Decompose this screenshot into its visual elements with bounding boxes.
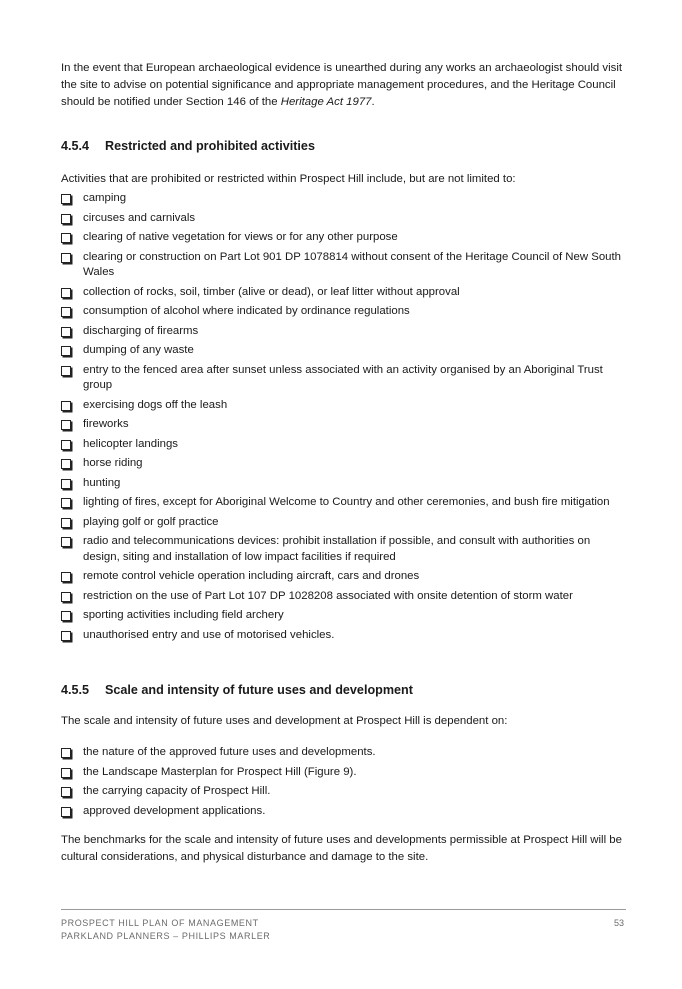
- list-item: [61, 804, 626, 820]
- checkbox-bullet-icon: [61, 401, 71, 411]
- list-item: [61, 608, 626, 624]
- scale-dependencies-list: [61, 745, 626, 823]
- checkbox-bullet-icon: [61, 768, 71, 778]
- list-item-text: the carrying capacity of Prospect Hill.: [83, 785, 271, 797]
- checkbox-bullet-icon: [61, 611, 71, 621]
- list-item: [61, 515, 626, 531]
- list-item: [61, 304, 626, 320]
- list-item-text: horse riding: [83, 457, 143, 469]
- list-item: [61, 534, 626, 565]
- list-item-text: hunting: [83, 476, 121, 489]
- checkbox-bullet-icon: [61, 346, 71, 356]
- list-item: [61, 191, 626, 207]
- page-number: 53: [613, 918, 624, 928]
- list-item-text: clearing of native vegetation for views or for any other purpose: [83, 231, 398, 243]
- checkbox-bullet-icon: [61, 479, 71, 489]
- list-item: [61, 398, 626, 414]
- section-455-closing: The benchmarks for the scale and intensity of future uses and developments permissible at Prospect Hill will be cultural considerations, and physical disturbance and damage to the site.: [61, 834, 622, 863]
- checkbox-bullet-icon: [61, 807, 71, 817]
- list-item: [61, 343, 626, 359]
- list-item: [61, 476, 626, 492]
- list-item-text: discharging of firearms: [83, 324, 199, 337]
- list-item: [61, 569, 626, 585]
- list-item-text: helicopter landings: [83, 437, 178, 450]
- checkbox-bullet-icon: [61, 748, 71, 758]
- list-item-text: the nature of the approved future uses and developments.: [83, 746, 376, 758]
- heritage-act-reference: Heritage Act 1977: [280, 96, 372, 108]
- list-item: [61, 784, 626, 800]
- checkbox-bullet-icon: [61, 518, 71, 528]
- checkbox-bullet-icon: [61, 631, 71, 641]
- list-item-text: the Landscape Masterplan for Prospect Hill (Figure 9).: [83, 765, 357, 778]
- intro-text: In the event that European archaeological evidence is unearthed during any works an archaeologist should visit the site to advise on potential significance and appropriate management procedures, and the Heritage Council should be notified under Section 146 of the: [61, 62, 623, 108]
- list-item: [61, 417, 626, 433]
- list-item-text: clearing or construction on Part Lot 901 DP 1078814 without consent of the Heritage Council of New South Wales: [83, 250, 622, 278]
- section-455-lead: The scale and intensity of future uses and development at Prospect Hill is dependent on:: [61, 715, 508, 727]
- checkbox-bullet-icon: [61, 307, 71, 317]
- list-item-text: restriction on the use of Part Lot 107 DP 1028208 associated with onsite detention of storm water: [83, 589, 573, 602]
- list-item: [61, 495, 626, 511]
- checkbox-bullet-icon: [61, 537, 71, 547]
- list-item-text: dumping of any waste: [83, 344, 194, 356]
- section-455-heading: [61, 683, 413, 697]
- list-item: [61, 285, 626, 301]
- list-item: [61, 437, 626, 453]
- list-item: [61, 250, 626, 281]
- checkbox-bullet-icon: [61, 787, 71, 797]
- prohibited-activities-list: [61, 191, 626, 647]
- checkbox-bullet-icon: [61, 572, 71, 582]
- list-item: [61, 765, 626, 781]
- checkbox-bullet-icon: [61, 366, 71, 376]
- list-item-text: exercising dogs off the leash: [83, 398, 228, 411]
- checkbox-bullet-icon: [61, 233, 71, 243]
- section-number: 4.5.5: [61, 683, 90, 697]
- checkbox-bullet-icon: [61, 498, 71, 508]
- list-item: [61, 456, 626, 472]
- list-item: [61, 211, 626, 227]
- checkbox-bullet-icon: [61, 214, 71, 224]
- checkbox-bullet-icon: [61, 253, 71, 263]
- checkbox-bullet-icon: [61, 288, 71, 298]
- list-item-text: circuses and carnivals: [83, 211, 196, 224]
- footer-document-title: PROSPECT HILL PLAN OF MANAGEMENT: [61, 918, 259, 928]
- list-item-text: radio and telecommunications devices: prohibit installation if possible, and consult with authorities on design, siting and installation of low impact facilities if required: [83, 535, 591, 563]
- list-item: [61, 324, 626, 340]
- list-item-text: entry to the fenced area after sunset unless associated with an activity organised by an Aboriginal Trust group: [83, 363, 603, 391]
- checkbox-bullet-icon: [61, 420, 71, 430]
- checkbox-bullet-icon: [61, 592, 71, 602]
- list-item: [61, 628, 626, 644]
- list-item-text: unauthorised entry and use of motorised vehicles.: [83, 628, 335, 641]
- list-item-text: approved development applications.: [83, 804, 266, 817]
- list-item: [61, 745, 626, 761]
- list-item-text: camping: [83, 192, 127, 204]
- footer-authors: PARKLAND PLANNERS – PHILLIPS MARLER: [61, 931, 271, 941]
- section-title: Restricted and prohibited activities: [105, 139, 315, 153]
- list-item: [61, 589, 626, 605]
- section-454-lead: Activities that are prohibited or restricted within Prospect Hill include, but are not limited to:: [61, 173, 516, 185]
- list-item-text: playing golf or golf practice: [83, 515, 219, 528]
- list-item-text: collection of rocks, soil, timber (alive or dead), or leaf litter without approval: [83, 285, 460, 298]
- checkbox-bullet-icon: [61, 194, 71, 204]
- list-item-text: sporting activities including field archery: [83, 609, 284, 621]
- list-item: [61, 363, 626, 394]
- list-item-text: remote control vehicle operation including aircraft, cars and drones: [83, 570, 420, 582]
- list-item-text: fireworks: [83, 418, 129, 430]
- list-item: [61, 230, 626, 246]
- checkbox-bullet-icon: [61, 327, 71, 337]
- checkbox-bullet-icon: [61, 440, 71, 450]
- list-item-text: consumption of alcohol where indicated by ordinance regulations: [83, 305, 410, 317]
- section-454-heading: [61, 139, 315, 153]
- intro-text-end: .: [371, 96, 375, 108]
- list-item-text: lighting of fires, except for Aboriginal Welcome to Country and other ceremonies, and bush fire mitigation: [83, 496, 610, 508]
- section-title: Scale and intensity of future uses and development: [105, 683, 413, 697]
- section-number: 4.5.4: [61, 139, 90, 153]
- checkbox-bullet-icon: [61, 459, 71, 469]
- footer-divider: [61, 909, 626, 910]
- intro-paragraph: [61, 60, 626, 111]
